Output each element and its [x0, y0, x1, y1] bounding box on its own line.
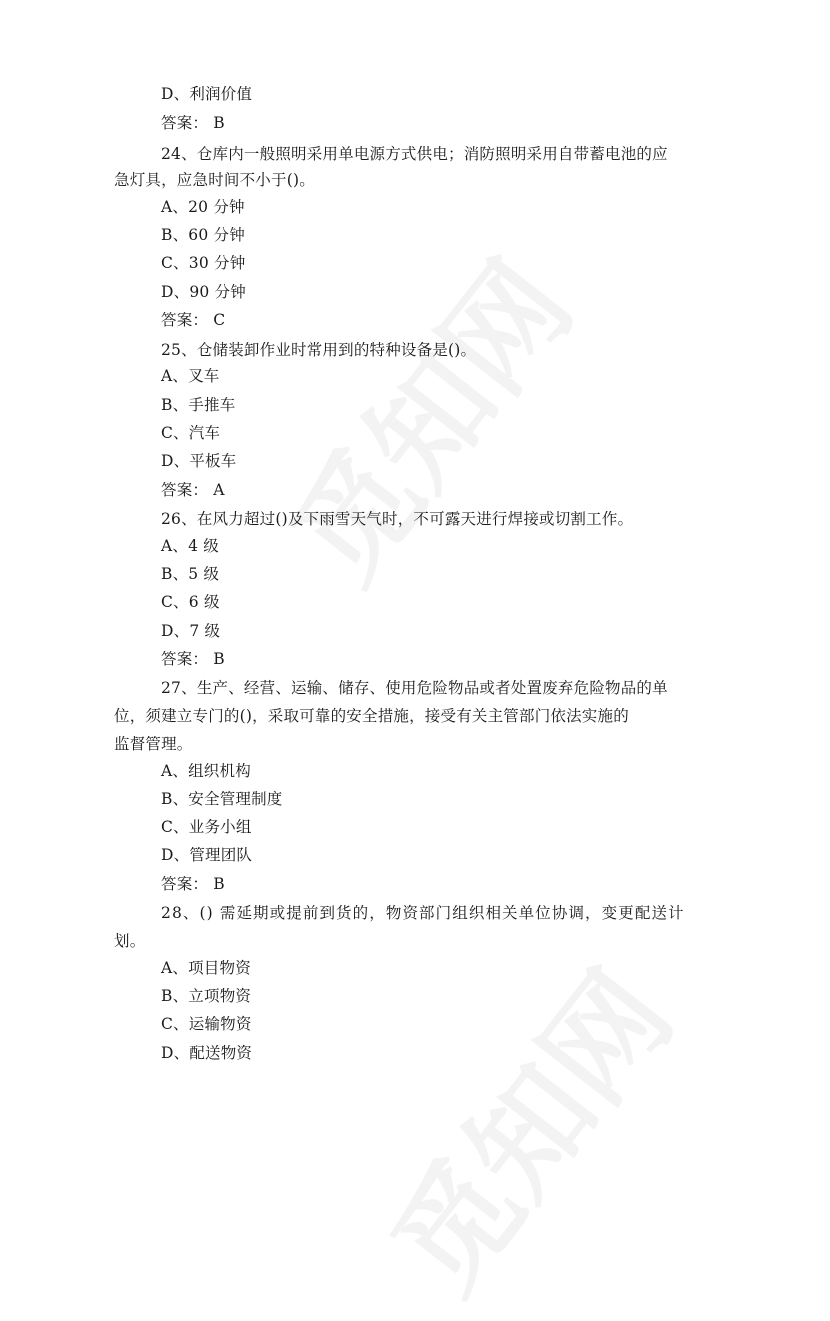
option-d-q28: D、配送物资 [161, 1044, 253, 1062]
option-b-q25: B、手推车 [161, 396, 236, 414]
option-a-q26: A、4 级 [161, 537, 219, 555]
question-25: 25、仓储装卸作业时常用到的特种设备是()。 [161, 341, 477, 359]
question-28: 28、() 需延期或提前到货的，物资部门组织相关单位协调，变更配送计 [161, 904, 685, 922]
option-b-q26: B、5 级 [161, 565, 220, 583]
question-27-cont: 监督管理。 [114, 735, 193, 753]
question-27-cont: 位，须建立专门的()，采取可靠的安全措施，接受有关主管部门依法实施的 [114, 707, 629, 725]
option-a-q25: A、叉车 [161, 367, 220, 385]
option-c-q25: C、汽车 [161, 424, 221, 442]
option-c-q26: C、6 级 [161, 593, 220, 611]
option-b-q28: B、立项物资 [161, 987, 252, 1005]
option-d-q26: D、7 级 [161, 622, 221, 640]
option-d-q23: D、利润价值 [161, 85, 253, 103]
option-a-q28: A、项目物资 [161, 959, 251, 977]
answer-q26: 答案： B [161, 650, 225, 668]
answer-q25: 答案： A [161, 481, 225, 499]
answer-q23: 答案： B [161, 114, 225, 132]
answer-q27: 答案： B [161, 875, 225, 893]
option-b-q24: B、60 分钟 [161, 226, 245, 244]
option-c-q27: C、业务小组 [161, 818, 252, 836]
watermark [246, 221, 603, 611]
question-24: 24、仓库内一般照明采用单电源方式供电；消防照明采用自带蓄电池的应 [161, 145, 668, 163]
option-d-q25: D、平板车 [161, 452, 237, 470]
question-24-cont: 急灯具，应急时间不小于()。 [114, 171, 315, 189]
option-b-q27: B、安全管理制度 [161, 790, 283, 808]
option-a-q27: A、组织机构 [161, 762, 251, 780]
answer-q24: 答案： C [161, 311, 226, 329]
option-a-q24: A、20 分钟 [161, 198, 245, 216]
option-d-q24: D、90 分钟 [161, 283, 246, 301]
option-c-q24: C、30 分钟 [161, 254, 246, 272]
watermark [346, 931, 703, 1321]
question-27: 27、生产、经营、运输、储存、使用危险物品或者处置废弃危险物品的单 [161, 679, 668, 697]
option-c-q28: C、运输物资 [161, 1015, 252, 1033]
option-d-q27: D、管理团队 [161, 846, 253, 864]
question-28-cont: 划。 [114, 932, 146, 950]
question-26: 26、在风力超过()及下雨雪天气时，不可露天进行焊接或切割工作。 [161, 510, 634, 528]
